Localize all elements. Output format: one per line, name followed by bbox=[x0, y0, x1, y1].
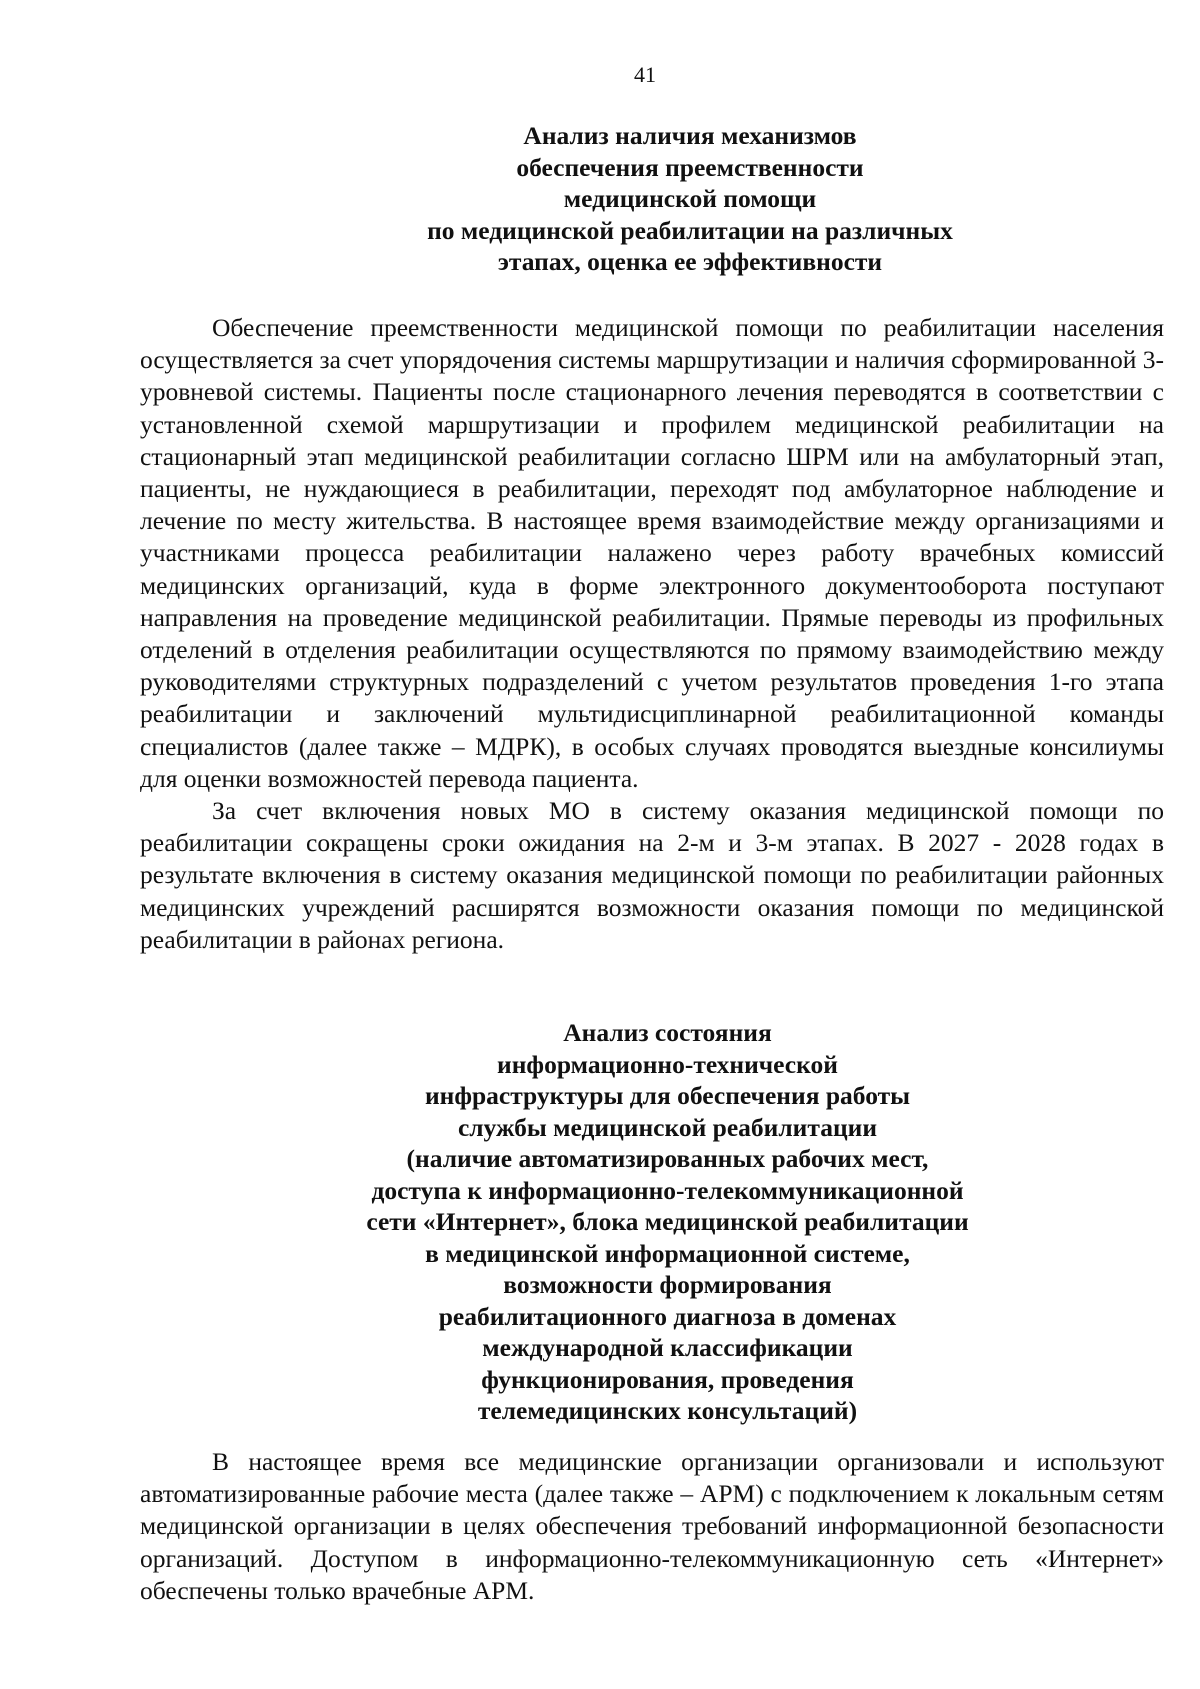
heading-line: службы медицинской реабилитации bbox=[457, 1112, 878, 1142]
heading-line: функционирования, проведения bbox=[481, 1364, 854, 1394]
heading-line: международной классификации bbox=[482, 1333, 853, 1362]
heading-line: Анализ наличия механизмов bbox=[523, 121, 857, 150]
heading-line: возможности формирования bbox=[503, 1270, 832, 1299]
heading-line: сети «Интернет», блока медицинской реабилитации bbox=[366, 1207, 969, 1236]
heading-line: реабилитационного диагноза в доменах bbox=[438, 1301, 897, 1331]
heading-line: по медицинской реабилитации на различных bbox=[427, 215, 953, 245]
section-body-continuity bbox=[140, 312, 1164, 956]
section-body-it-infrastructure bbox=[140, 1446, 1164, 1607]
heading-line: этапах, оценка ее эффективности bbox=[497, 247, 883, 276]
heading-line: медицинской помощи bbox=[563, 184, 817, 213]
body-paragraph: В настоящее время все медицинские организации организовали и используют автоматизированные рабочие места (далее также – АРМ) с подключением к локальным сетям медицинской организации в целях обеспечения требований информационной безопасности организаций. Доступом в информационно-телекоммуникационную сеть «Интернет» обеспечены только врачебные АРМ. bbox=[140, 1447, 1164, 1605]
heading-line: информационно-технической bbox=[497, 1049, 838, 1079]
heading-line: телемедицинских консультаций) bbox=[477, 1396, 858, 1425]
heading-line: Анализ состояния bbox=[563, 1018, 772, 1047]
heading-line: (наличие автоматизированных рабочих мест, bbox=[406, 1144, 929, 1173]
heading-line: обеспечения преемственности bbox=[516, 152, 864, 182]
heading-line: инфраструктуры для обеспечения работы bbox=[424, 1081, 911, 1110]
section-heading-continuity bbox=[140, 120, 1200, 278]
body-paragraph: За счет включения новых МО в систему оказания медицинской помощи по реабилитации сокращены сроки ожидания на 2-м и 3-м этапах. В 2027 - 2028 годах в результате включения в систему оказания медицинской помощи по реабилитации районных медицинских учреждений расширятся возможности оказания помощи по медицинской реабилитации в районах региона. bbox=[140, 796, 1164, 954]
page-number: 41 bbox=[634, 62, 656, 87]
section-heading-it-infrastructure bbox=[140, 1017, 1195, 1427]
body-paragraph: Обеспечение преемственности медицинской помощи по реабилитации населения осуществляется за счет упорядочения системы маршрутизации и наличия сформированной 3-уровневой системы. Пациенты после стационарного лечения переводятся в соответствии с установленной схемой маршрутизации и профилем медицинской реабилитации на стационарный этап медицинской реабилитации согласно ШРМ или на амбулаторный этап, пациенты, не нуждающиеся в реабилитации, переходят под амбулаторное наблюдение и лечение по месту жительства. В настоящее время взаимодействие между организациями и участниками процесса реабилитации налажено через работу врачебных комиссий медицинских организаций, куда в форме электронного документооборота поступают направления на проведение медицинской реабилитации. Прямые переводы из профильных отделений в отделения реабилитации осуществляются по прямому взаимодействию между руководителями структурных подразделений с учетом результатов проведения 1-го этапа реабилитации и заключений мультидисциплинарной реабилитационной команды специалистов (далее также – МДРК), в особых случаях проводятся выездные консилиумы для оценки возможностей перевода пациента. bbox=[140, 313, 1164, 793]
heading-line: в медицинской информационной системе, bbox=[425, 1238, 910, 1268]
heading-line: доступа к информационно-телекоммуникационной bbox=[371, 1175, 964, 1205]
